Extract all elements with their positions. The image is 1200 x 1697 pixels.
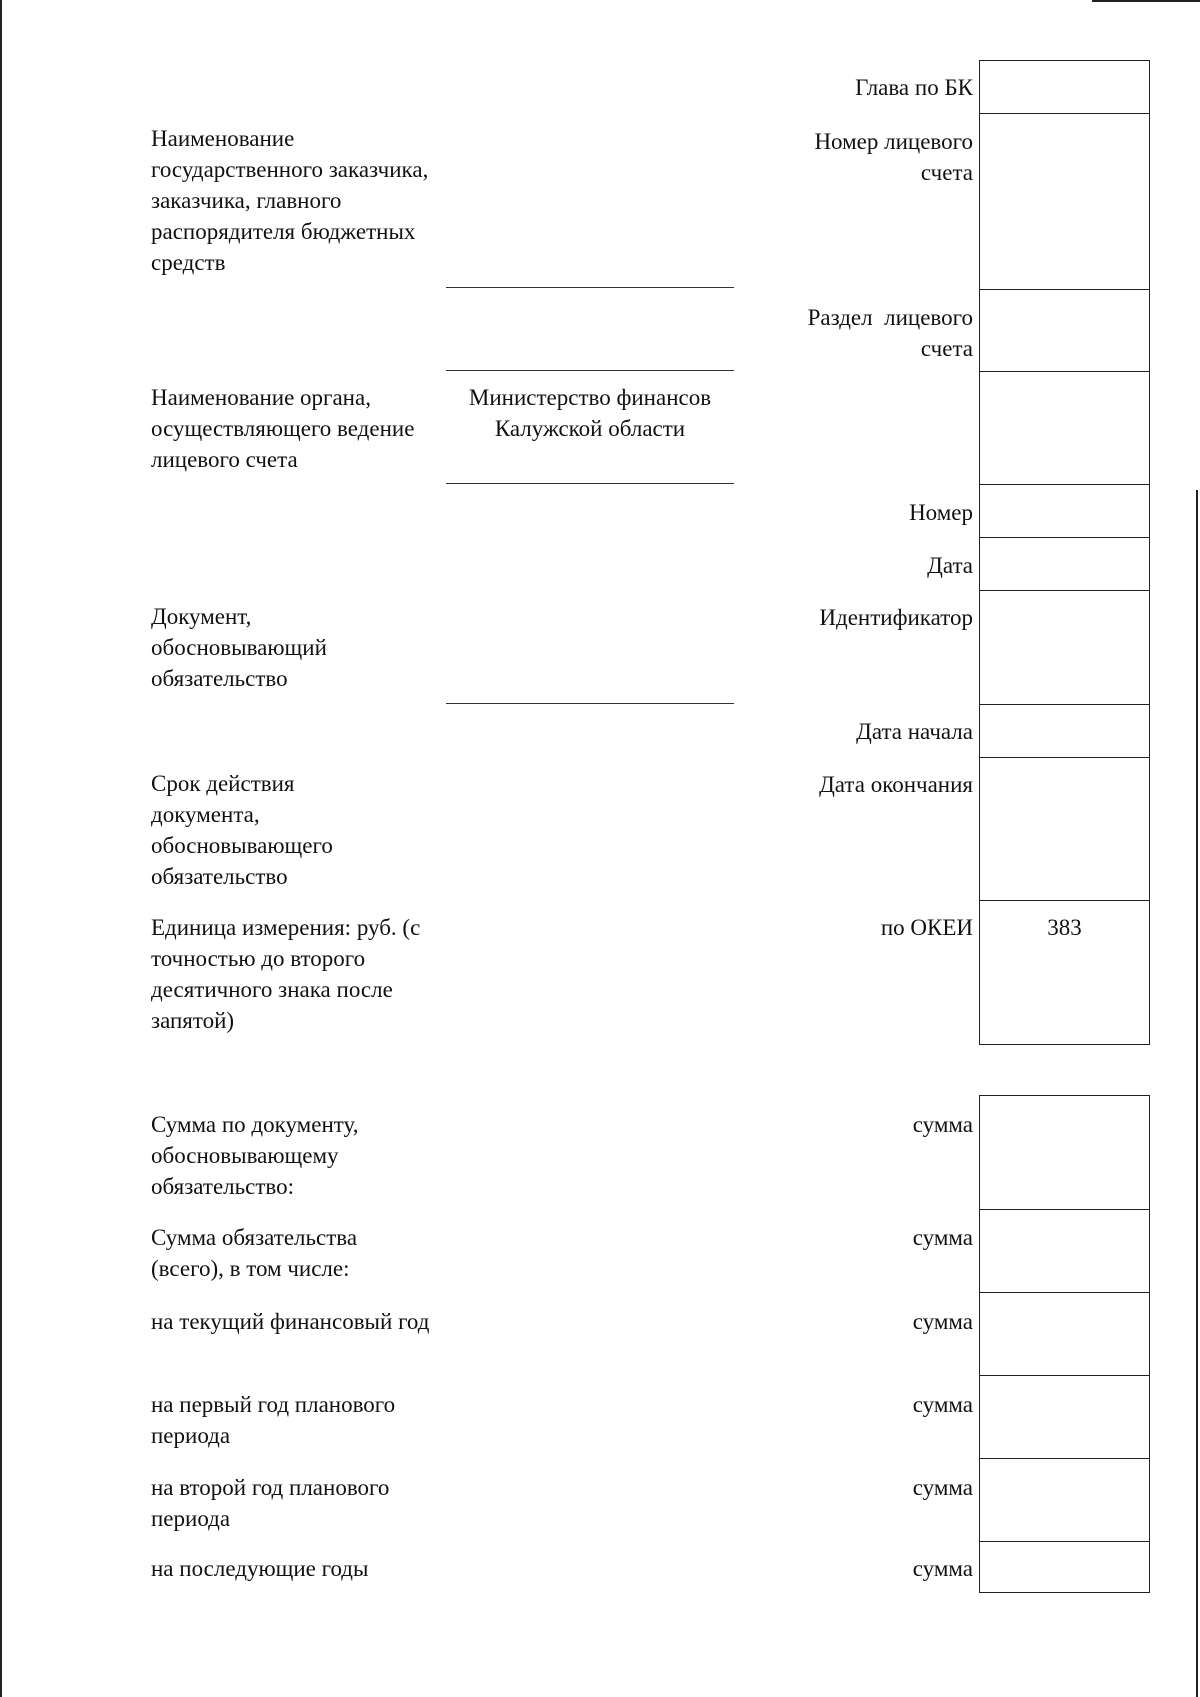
customer-name-underline [446,287,734,288]
sum-label-2: сумма [912,1225,973,1250]
first-plan-year-box[interactable] [979,1375,1150,1460]
account-section-box[interactable] [979,289,1150,373]
account-number-label: Номер лицевого счета [814,129,973,185]
later-years-box[interactable] [979,1541,1150,1593]
second-plan-year-box[interactable] [979,1458,1150,1543]
glava-bk-label: Глава по БК [855,75,973,100]
number-label: Номер [909,500,973,525]
validity-label: Срок действия документа, обосновывающего обязательство [151,771,333,889]
account-section-label: Раздел лицевого счета [807,305,979,361]
document-underline [446,703,734,704]
sum-label-6: сумма [912,1556,973,1581]
sum-label-5: сумма [912,1475,973,1500]
agency-name-label: Наименование органа, осуществляющего ведение лицевого счета [151,385,415,472]
agency-value: Министерство финансов Калужской области [468,385,712,441]
scan-edge-left [0,0,2,1697]
second-plan-year-label: на второй год планового периода [151,1475,390,1531]
date-box[interactable] [979,537,1150,592]
account-number-box[interactable] [979,113,1150,291]
sum-label-3: сумма [912,1309,973,1334]
agency-underline [446,483,734,484]
doc-sum-label: Сумма по документу, обосновывающему обязательство: [151,1112,359,1199]
obligation-total-label: Сумма обязательства (всего), в том числе: [151,1225,358,1281]
glava-bk-box[interactable] [979,60,1150,115]
blank-underline [446,370,734,371]
current-year-label: на текущий финансовый год [151,1309,430,1334]
end-date-box[interactable] [979,757,1150,902]
unit-label: Единица измерения: руб. (с точностью до второго десятичного знака после запятой) [151,915,421,1033]
date-label: Дата [927,553,973,578]
number-box[interactable] [979,484,1150,539]
customer-name-label: Наименование государственного заказчика, заказчика, главного распорядителя бюджетных средств [151,126,429,275]
end-date-label: Дата окончания [819,772,973,797]
sum-label-1: сумма [912,1112,973,1137]
okei-code-value: 383 [1047,915,1082,940]
document-label: Документ, обосновывающий обязательство [151,604,327,691]
identifier-label: Идентификатор [819,605,973,630]
sum-label-4: сумма [912,1392,973,1417]
later-years-label: на последующие годы [151,1556,369,1581]
okei-label: по ОКЕИ [880,915,973,940]
start-date-box[interactable] [979,704,1150,759]
current-year-box[interactable] [979,1292,1150,1377]
first-plan-year-label: на первый год планового периода [151,1392,396,1448]
scan-edge-right [1196,490,1198,1697]
obligation-total-box[interactable] [979,1209,1150,1294]
scan-edge-top [1092,0,1200,2]
agency-code-box[interactable] [979,371,1150,486]
identifier-box[interactable] [979,590,1150,706]
start-date-label: Дата начала [856,719,973,744]
doc-sum-box[interactable] [979,1095,1150,1211]
